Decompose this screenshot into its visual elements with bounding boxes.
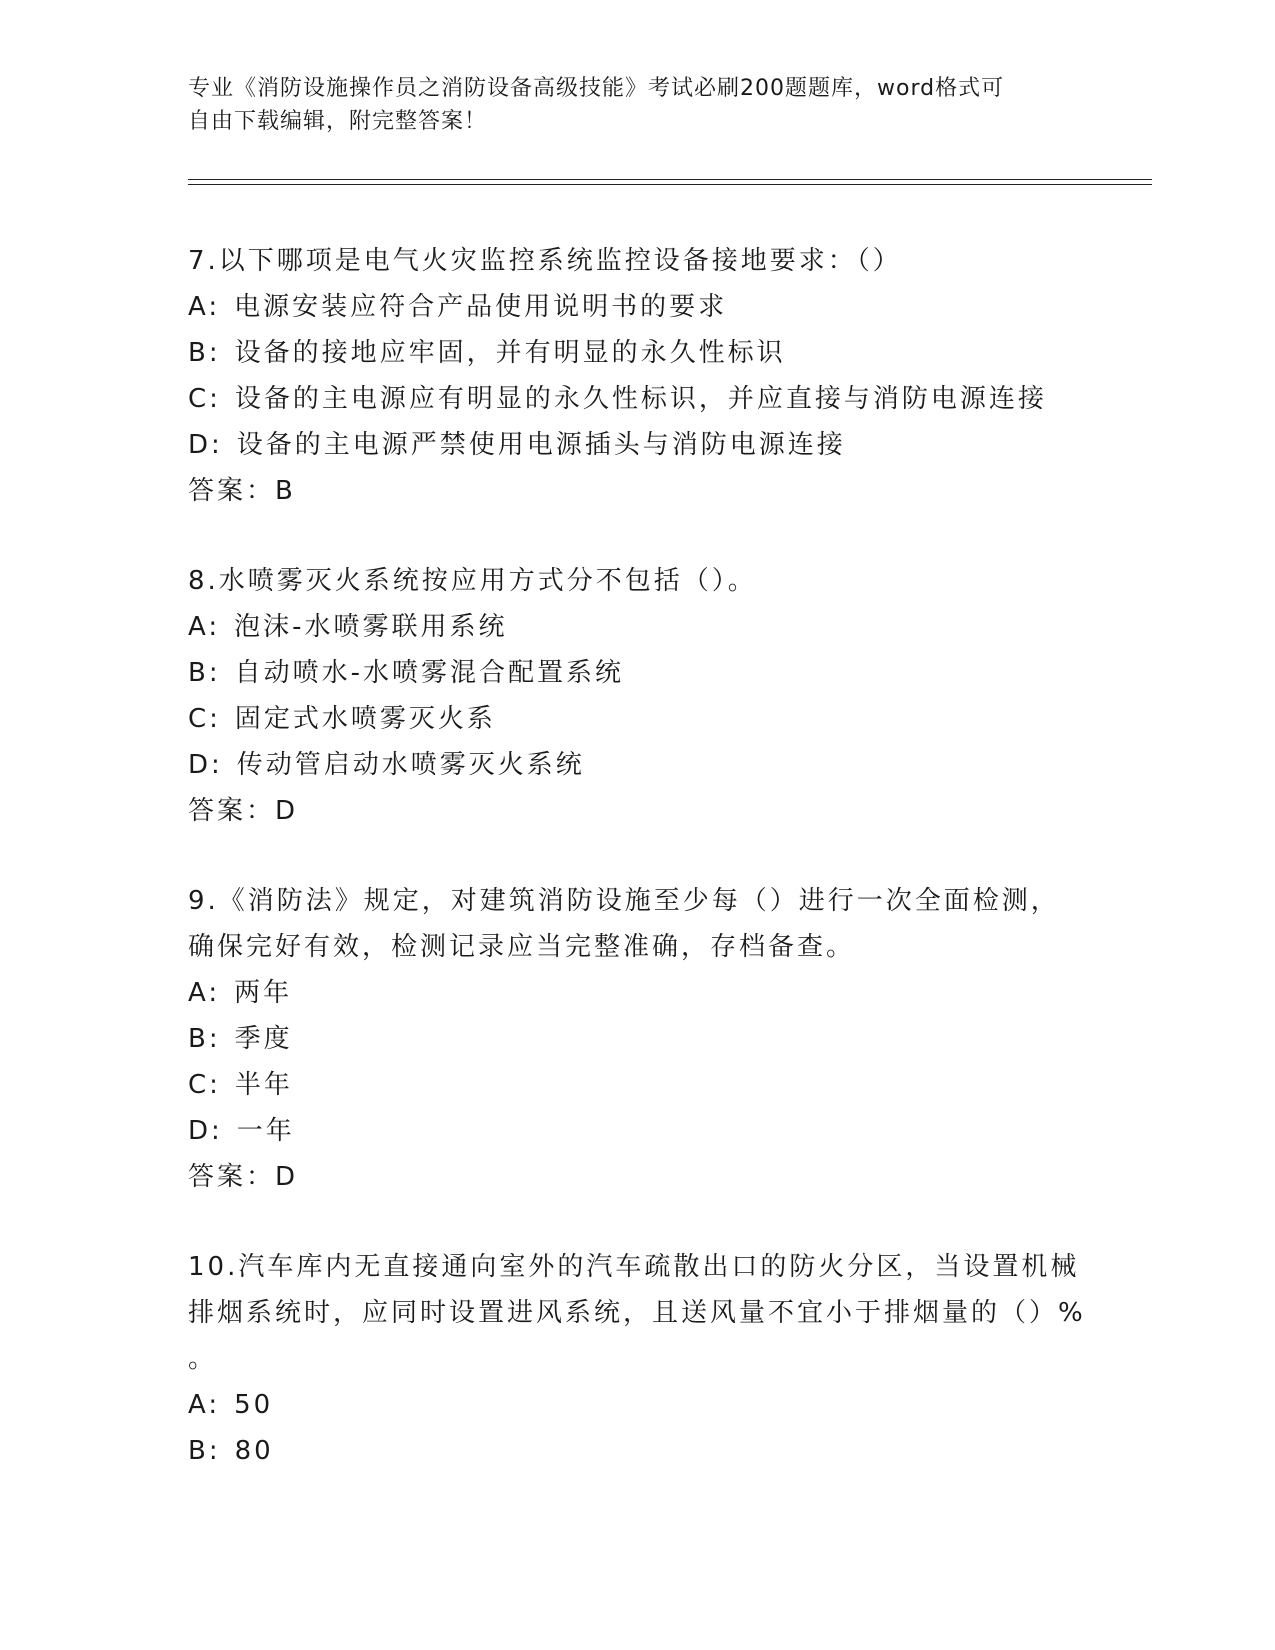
option-letter: D: xyxy=(188,1116,223,1146)
option-text: 电源安装应符合产品使用说明书的要求 xyxy=(234,292,728,322)
option-c xyxy=(188,1062,1088,1108)
option-text: 季度 xyxy=(234,1024,293,1054)
option-letter: B: xyxy=(188,1024,221,1054)
header-line-2: 自由下载编辑，附完整答案！ xyxy=(188,109,488,134)
option-a xyxy=(188,1382,1088,1428)
header-divider-bottom xyxy=(188,184,1152,185)
option-letter: B: xyxy=(188,658,221,688)
option-d xyxy=(188,422,1088,468)
header-line-1: 专业《消防设施操作员之消防设备高级技能》考试必刷200题题库，word格式可 xyxy=(188,76,1005,101)
option-text: 设备的主电源应有明显的永久性标识，并应直接与消防电源连接 xyxy=(234,384,1047,414)
answer-label: 答案： xyxy=(188,1162,276,1192)
answer-line xyxy=(188,788,1088,834)
question-stem: 7.以下哪项是电气火灾监控系统监控设备接地要求：（） xyxy=(188,246,902,276)
option-b xyxy=(188,1428,1088,1474)
question-7 xyxy=(188,238,1088,514)
option-text: 80 xyxy=(234,1436,274,1466)
question-stem-continued: 。 xyxy=(188,1344,218,1374)
option-d xyxy=(188,742,1088,788)
question-stem: 8.水喷雾灭火系统按应用方式分不包括（）。 xyxy=(188,566,757,596)
option-d xyxy=(188,1108,1088,1154)
question-stem: 9.《消防法》规定，对建筑消防设施至少每（）进行一次全面检测， xyxy=(188,886,1060,916)
option-text: 半年 xyxy=(234,1070,293,1100)
answer-line xyxy=(188,1154,1088,1200)
option-letter: A: xyxy=(188,978,221,1008)
option-text: 传动管启动水喷雾灭火系统 xyxy=(236,750,585,780)
question-8 xyxy=(188,558,1088,834)
option-letter: D: xyxy=(188,750,223,780)
option-letter: C: xyxy=(188,384,221,414)
option-text: 泡沫-水喷雾联用系统 xyxy=(234,612,508,642)
option-text: 固定式水喷雾灭火系 xyxy=(234,704,496,734)
option-letter: B: xyxy=(188,338,221,368)
header-divider-top xyxy=(188,179,1152,180)
option-text: 自动喷水-水喷雾混合配置系统 xyxy=(234,658,624,688)
option-c xyxy=(188,376,1088,422)
answer-value: D xyxy=(275,1162,299,1192)
option-c xyxy=(188,696,1088,742)
option-letter: A: xyxy=(188,1390,221,1420)
answer-label: 答案： xyxy=(188,796,276,826)
option-letter: C: xyxy=(188,704,221,734)
question-stem-continued: 排烟系统时，应同时设置进风系统，且送风量不宜小于排烟量的（）% xyxy=(188,1298,1086,1328)
option-text: 设备的接地应牢固，并有明显的永久性标识 xyxy=(234,338,786,368)
option-text: 两年 xyxy=(234,978,293,1008)
answer-line xyxy=(188,468,1088,514)
option-letter: C: xyxy=(188,1070,221,1100)
option-letter: D: xyxy=(188,430,223,460)
option-text: 一年 xyxy=(236,1116,295,1146)
option-text: 50 xyxy=(234,1390,274,1420)
option-letter: A: xyxy=(188,292,221,322)
question-list xyxy=(188,238,1088,1518)
option-letter: B: xyxy=(188,1436,221,1466)
option-text: 设备的主电源严禁使用电源插头与消防电源连接 xyxy=(236,430,846,460)
answer-value: B xyxy=(275,476,296,506)
question-stem: 10.汽车库内无直接通向室外的汽车疏散出口的防火分区，当设置机械 xyxy=(188,1252,1080,1282)
option-a xyxy=(188,970,1088,1016)
option-b xyxy=(188,650,1088,696)
option-a xyxy=(188,604,1088,650)
option-letter: A: xyxy=(188,612,221,642)
option-a xyxy=(188,284,1088,330)
answer-label: 答案： xyxy=(188,476,276,506)
option-b xyxy=(188,330,1088,376)
question-stem-continued: 确保完好有效，检测记录应当完整准确，存档备查。 xyxy=(188,932,856,962)
document-header xyxy=(188,72,1088,138)
answer-value: D xyxy=(275,796,299,826)
question-10 xyxy=(188,1244,1088,1474)
question-9 xyxy=(188,878,1088,1200)
option-b xyxy=(188,1016,1088,1062)
